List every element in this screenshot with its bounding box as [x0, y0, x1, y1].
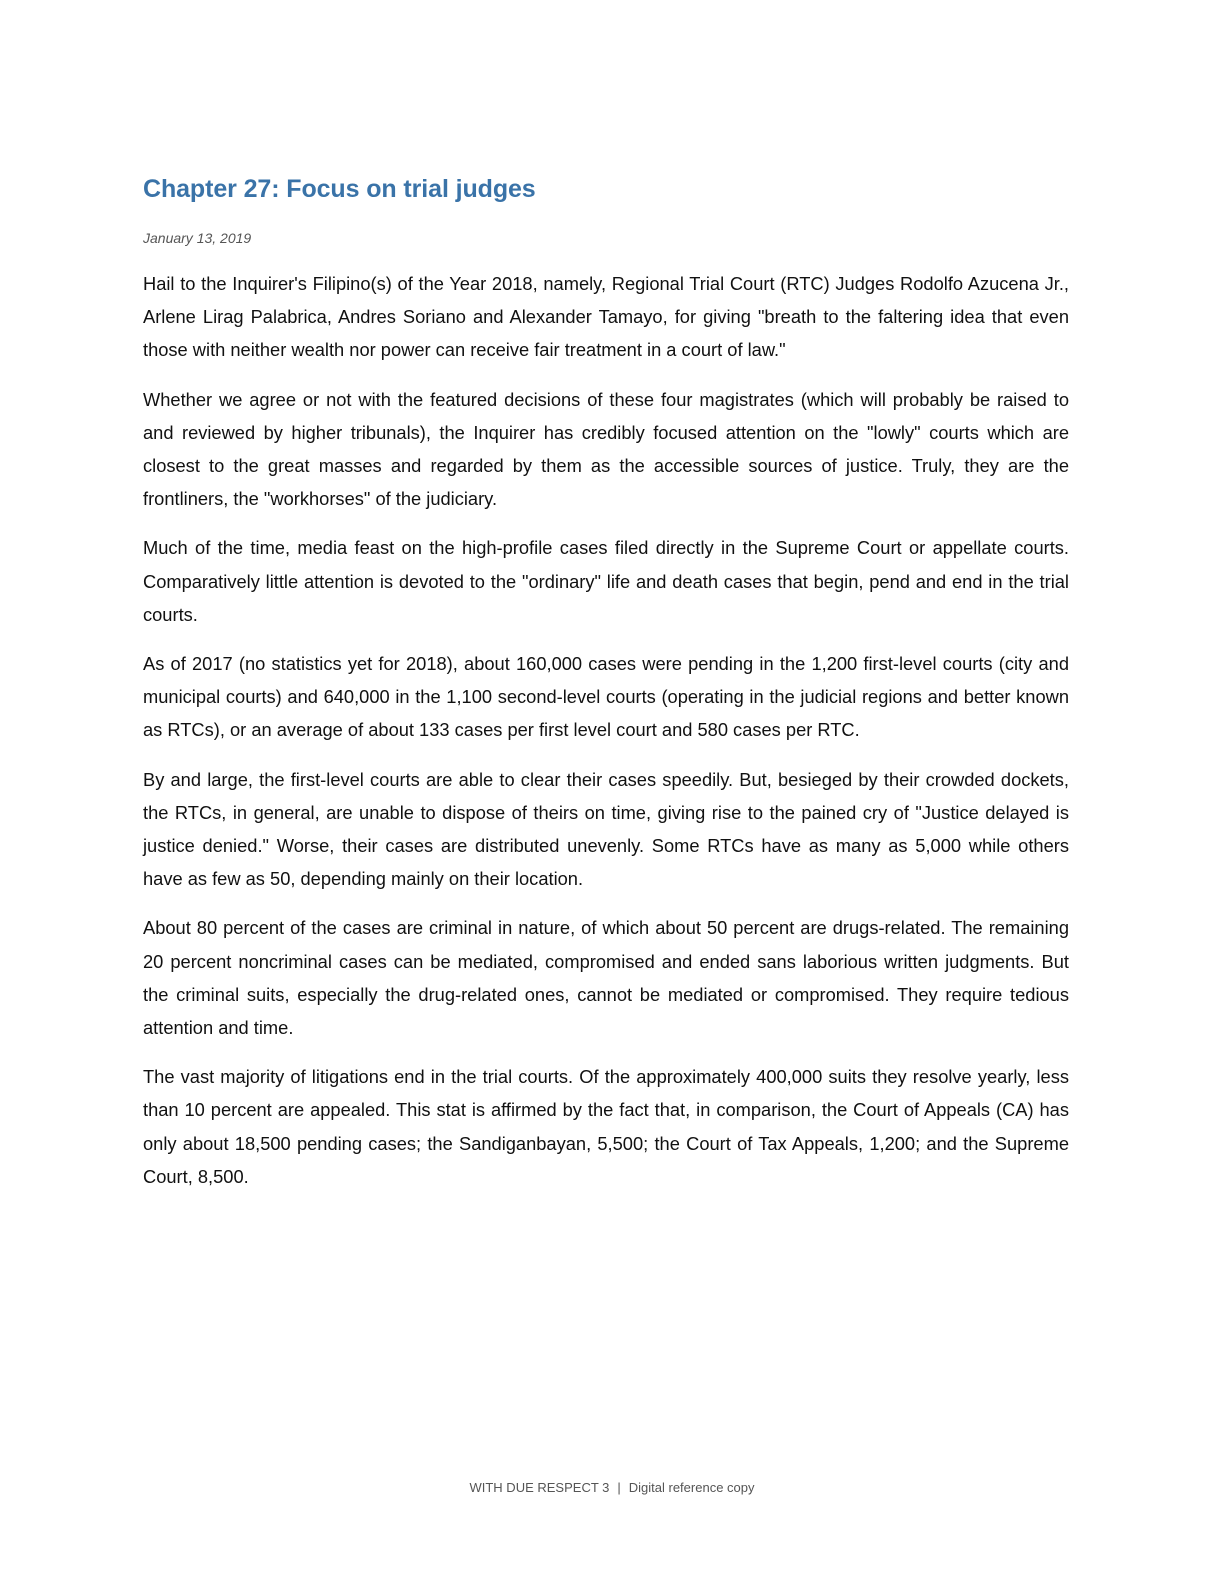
- footer-book-label: WITH DUE RESPECT 3: [469, 1480, 610, 1495]
- footer-note: Digital reference copy: [628, 1480, 755, 1495]
- chapter-date: January 13, 2019: [143, 230, 252, 246]
- paragraph: The vast majority of litigations end in the trial courts. Of the approximately 400,000 suits they resolve yearly, less than 10 percent are appealed. This stat is affirmed by the fact that, in comparison, the Court of Appeals (CA) has only about 18,500 pending cases; the Sandiganbayan, 5,500; the Court of Tax Appeals, 1,200; and the Supreme Court, 8,500.: [143, 1066, 1069, 1187]
- chapter-body: [143, 267, 1069, 1193]
- paragraph: Whether we agree or not with the featured decisions of these four magistrates (which will probably be raised to and reviewed by higher tribunals), the Inquirer has credibly focused attention on the "lowly" courts which are closest to the great masses and regarded by them as the accessible sources of justice. Truly, they are the frontliners, the "workhorses" of the judiciary.: [143, 388, 1069, 510]
- paragraph: Hail to the Inquirer's Filipino(s) of the Year 2018, namely, Regional Trial Court (RTC) Judges Rodolfo Azucena Jr., Arlene Lirag Palabrica, Andres Soriano and Alexander Tamayo, for giving "breath to the faltering idea that even those with neither wealth nor power can receive fair treatment in a court of law.": [143, 273, 1069, 361]
- chapter-title: Chapter 27: Focus on trial judges: [143, 175, 536, 203]
- page-content: [143, 172, 1069, 1209]
- footer-separator: |: [617, 1480, 621, 1495]
- paragraph: Much of the time, media feast on the high-profile cases filed directly in the Supreme Court or appellate courts. Comparatively little attention is devoted to the "ordinary" life and death cases that begin, pend and end in the trial courts.: [143, 537, 1069, 625]
- page-footer: [0, 1479, 1224, 1497]
- paragraph: About 80 percent of the cases are criminal in nature, of which about 50 percent are drugs-related. The remaining 20 percent noncriminal cases can be mediated, compromised and ended sans laborious written judgments. But the criminal suits, especially the drug-related ones, cannot be mediated or compromised. They require tedious attention and time.: [143, 917, 1069, 1039]
- paragraph: As of 2017 (no statistics yet for 2018), about 160,000 cases were pending in the 1,200 first-level courts (city and municipal courts) and 640,000 in the 1,100 second-level courts (operating in the judicial regions and better known as RTCs), or an average of about 133 cases per first level court and 580 cases per RTC.: [143, 653, 1069, 741]
- paragraph: By and large, the first-level courts are able to clear their cases speedily. But, besieged by their crowded dockets, the RTCs, in general, are unable to dispose of theirs on time, giving rise to the pained cry of "Justice delayed is justice denied." Worse, their cases are distributed unevenly. Some RTCs have as many as 5,000 while others have as few as 50, depending mainly on their location.: [143, 768, 1069, 890]
